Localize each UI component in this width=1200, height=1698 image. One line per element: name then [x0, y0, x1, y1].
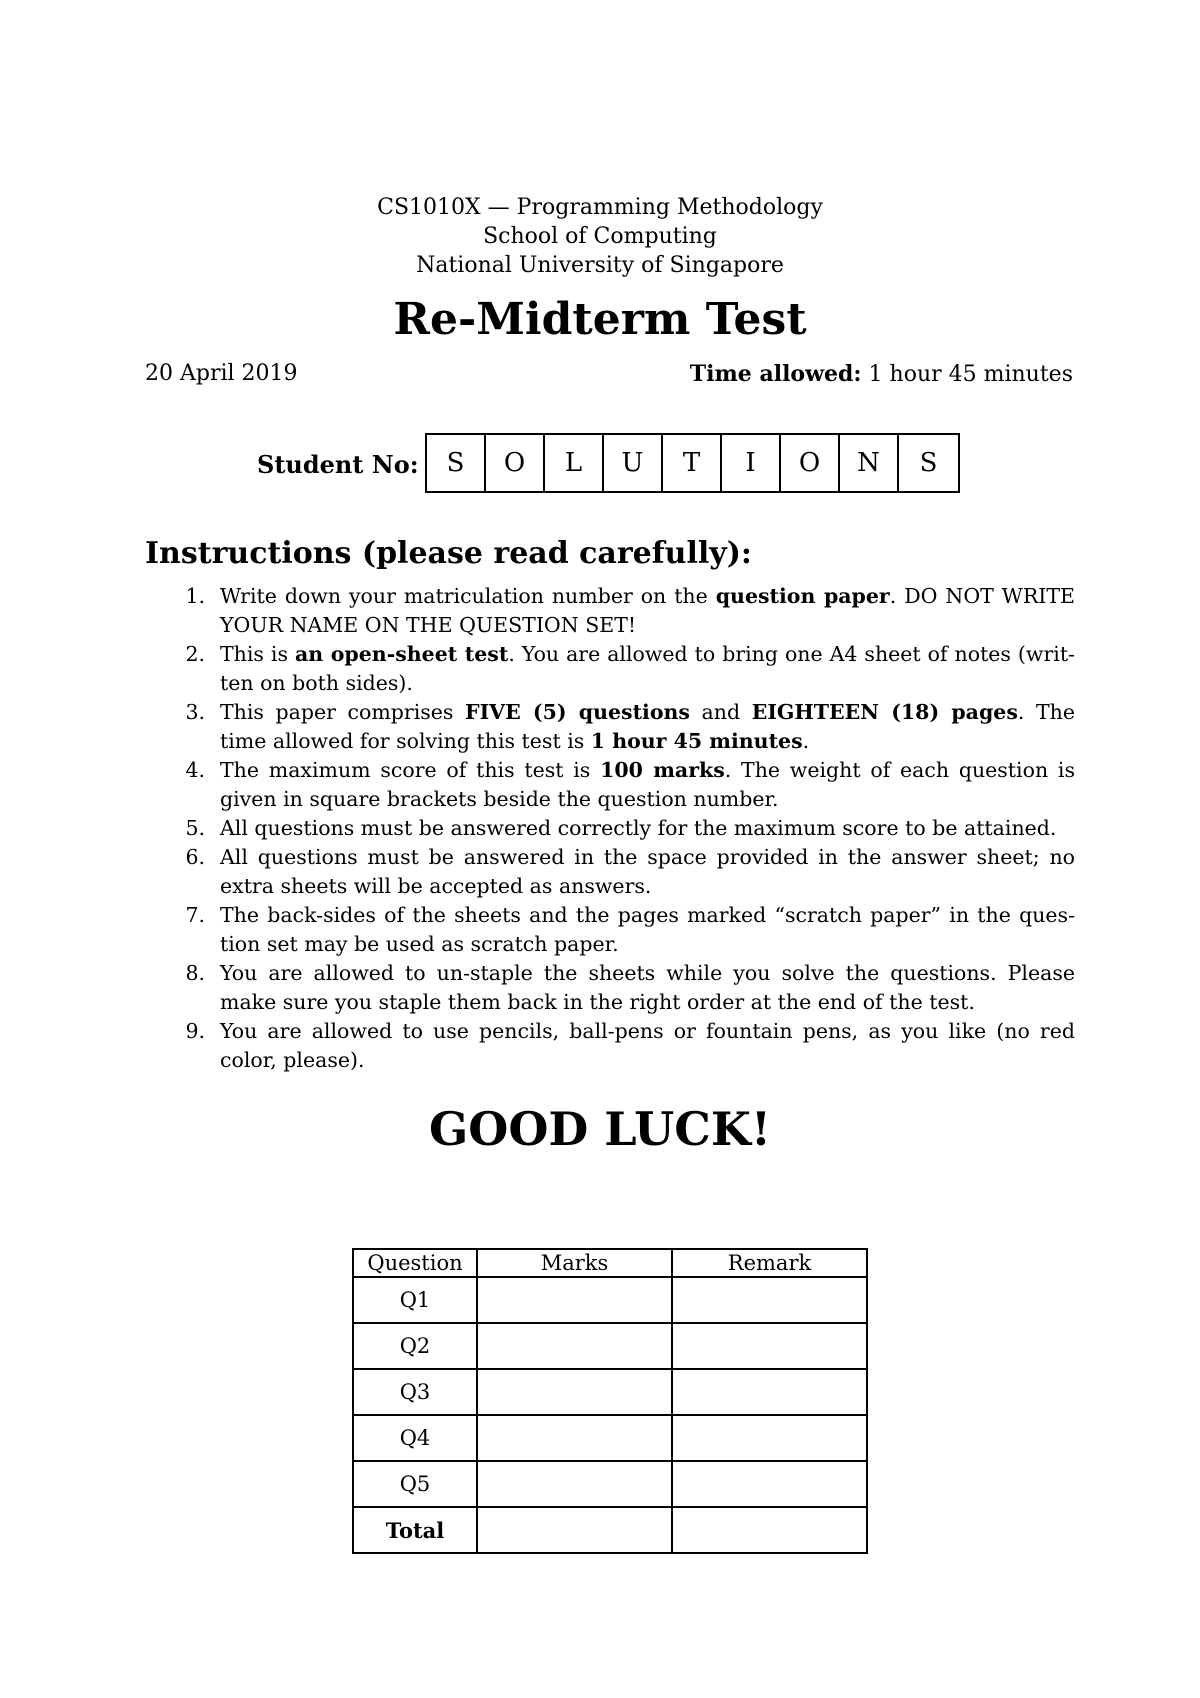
header-question: Question: [353, 1249, 477, 1277]
instruction-text: [220, 584, 1075, 637]
instruction-text: [220, 845, 1075, 898]
instruction-number: 9.: [185, 1019, 205, 1043]
student-number-box: I: [722, 435, 781, 491]
marks-cell: [477, 1415, 672, 1461]
instruction-text: [220, 700, 1075, 753]
instruction-text-part: All questions must be answered in the space provided in the answer sheet; no extra sheets will be accepted as answers.: [220, 845, 1075, 898]
header-remark: Remark: [672, 1249, 867, 1277]
instruction-text: [220, 642, 1075, 695]
instruction-text-part: . You are allowed to bring one A4 sheet of notes (writ-ten on both sides).: [220, 642, 1075, 695]
instruction-text-part: .: [802, 729, 810, 753]
instruction-number: 4.: [185, 758, 205, 782]
student-number-boxes: [425, 433, 960, 493]
question-label: Q3: [353, 1369, 477, 1415]
instruction-text: [220, 816, 1056, 840]
marks-cell: [477, 1323, 672, 1369]
question-label: Q1: [353, 1277, 477, 1323]
remark-cell: [672, 1415, 867, 1461]
table-row: [353, 1323, 867, 1369]
time-allowed-label: Time allowed:: [689, 361, 862, 387]
question-label: Q4: [353, 1415, 477, 1461]
remark-cell: [672, 1323, 867, 1369]
marks-table-body: [353, 1277, 867, 1553]
instruction-text-part: You are allowed to un-staple the sheets while you solve the questions. Please make sure you staple them back in the right order at the end of the test.: [220, 961, 1075, 1014]
instruction-text-part: All questions must be answered correctly for the maximum score to be attained.: [220, 816, 1057, 840]
instruction-item: [175, 698, 1075, 756]
marks-cell: [477, 1461, 672, 1507]
question-label: Q5: [353, 1461, 477, 1507]
remark-cell: [672, 1507, 867, 1553]
table-row: [353, 1277, 867, 1323]
marks-table-header-row: [353, 1249, 867, 1277]
instruction-item: [175, 901, 1075, 959]
test-date: 20 April 2019: [145, 361, 298, 386]
instruction-item: [175, 1017, 1075, 1075]
table-row: [353, 1461, 867, 1507]
instruction-number: 3.: [185, 700, 205, 724]
student-number-box: T: [663, 435, 722, 491]
course-title: CS1010X — Programming Methodology: [377, 195, 823, 220]
instruction-text-part: and: [689, 700, 752, 724]
instruction-text-part: This paper comprises: [220, 700, 466, 724]
instruction-number: 1.: [185, 584, 205, 608]
instruction-number: 8.: [185, 961, 205, 985]
instruction-text-part: You are allowed to use pencils, ball-pens or fountain pens, as you like (no red color, please).: [220, 1019, 1075, 1072]
student-number-label: Student No:: [257, 450, 419, 479]
instruction-text-part: This is: [220, 642, 295, 666]
instruction-emphasis: EIGHTEEN (18) pages: [751, 700, 1018, 724]
instruction-item: [175, 756, 1075, 814]
student-number-box: O: [486, 435, 545, 491]
instruction-text-part: The maximum score of this test is: [220, 758, 601, 782]
header-marks: Marks: [477, 1249, 672, 1277]
instruction-number: 7.: [185, 903, 205, 927]
student-number-box: S: [919, 448, 938, 478]
university-name: National University of Singapore: [416, 253, 784, 278]
instruction-item: [175, 814, 1075, 843]
instructions-heading: Instructions (please read carefully):: [145, 536, 752, 571]
instruction-text: [220, 961, 1075, 1014]
remark-cell: [672, 1277, 867, 1323]
test-title: Re-Midterm Test: [393, 294, 807, 345]
marks-table: [352, 1248, 868, 1554]
student-number-box: S: [427, 435, 486, 491]
time-allowed-value: 1 hour 45 minutes: [861, 362, 1073, 387]
remark-cell: [672, 1369, 867, 1415]
instruction-text-part: The back-sides of the sheets and the pages marked “scratch paper” in the ques-tion set may be used as scratch paper.: [220, 903, 1075, 956]
marks-table-total-row: [353, 1507, 867, 1553]
student-number-box: N: [840, 435, 899, 491]
instruction-number: 6.: [185, 845, 205, 869]
table-row: [353, 1415, 867, 1461]
instruction-emphasis: FIVE (5) questions: [465, 700, 690, 724]
student-number-box: O: [781, 435, 840, 491]
remark-cell: [672, 1461, 867, 1507]
instruction-text: [220, 903, 1075, 956]
question-label: Q2: [353, 1323, 477, 1369]
instruction-emphasis: 100 marks: [600, 758, 725, 782]
instruction-text-part: . DO NOT WRITE YOUR NAME ON THE QUESTION SET!: [220, 584, 1076, 637]
instruction-text-part: . The time allowed for solving this test is: [220, 700, 1075, 753]
marks-cell: [477, 1277, 672, 1323]
instruction-text: [220, 1019, 1075, 1072]
instruction-item: [175, 959, 1075, 1017]
instructions-list: [175, 582, 1075, 1075]
good-luck-text: GOOD LUCK!: [428, 1102, 772, 1156]
marks-cell: [477, 1369, 672, 1415]
time-allowed: [690, 360, 1073, 389]
instruction-text-part: Write down your matriculation number on the: [220, 584, 716, 608]
instruction-number: 5.: [185, 816, 205, 840]
marks-cell: [477, 1507, 672, 1553]
instruction-item: [175, 582, 1075, 640]
instruction-text-part: . The weight of each question is given in square brackets beside the question number.: [220, 758, 1075, 811]
instruction-number: 2.: [185, 642, 205, 666]
instruction-item: [175, 843, 1075, 901]
instruction-text: [220, 758, 1075, 811]
school-name: School of Computing: [483, 224, 717, 249]
instruction-item: [175, 640, 1075, 698]
instruction-emphasis: an open-sheet test: [294, 642, 509, 666]
student-number-box: L: [545, 435, 604, 491]
table-row: [353, 1369, 867, 1415]
student-number-box: U: [604, 435, 663, 491]
instruction-emphasis: question paper: [715, 584, 890, 608]
total-label: Total: [353, 1507, 477, 1553]
instruction-emphasis: 1 hour 45 minutes: [590, 729, 803, 753]
